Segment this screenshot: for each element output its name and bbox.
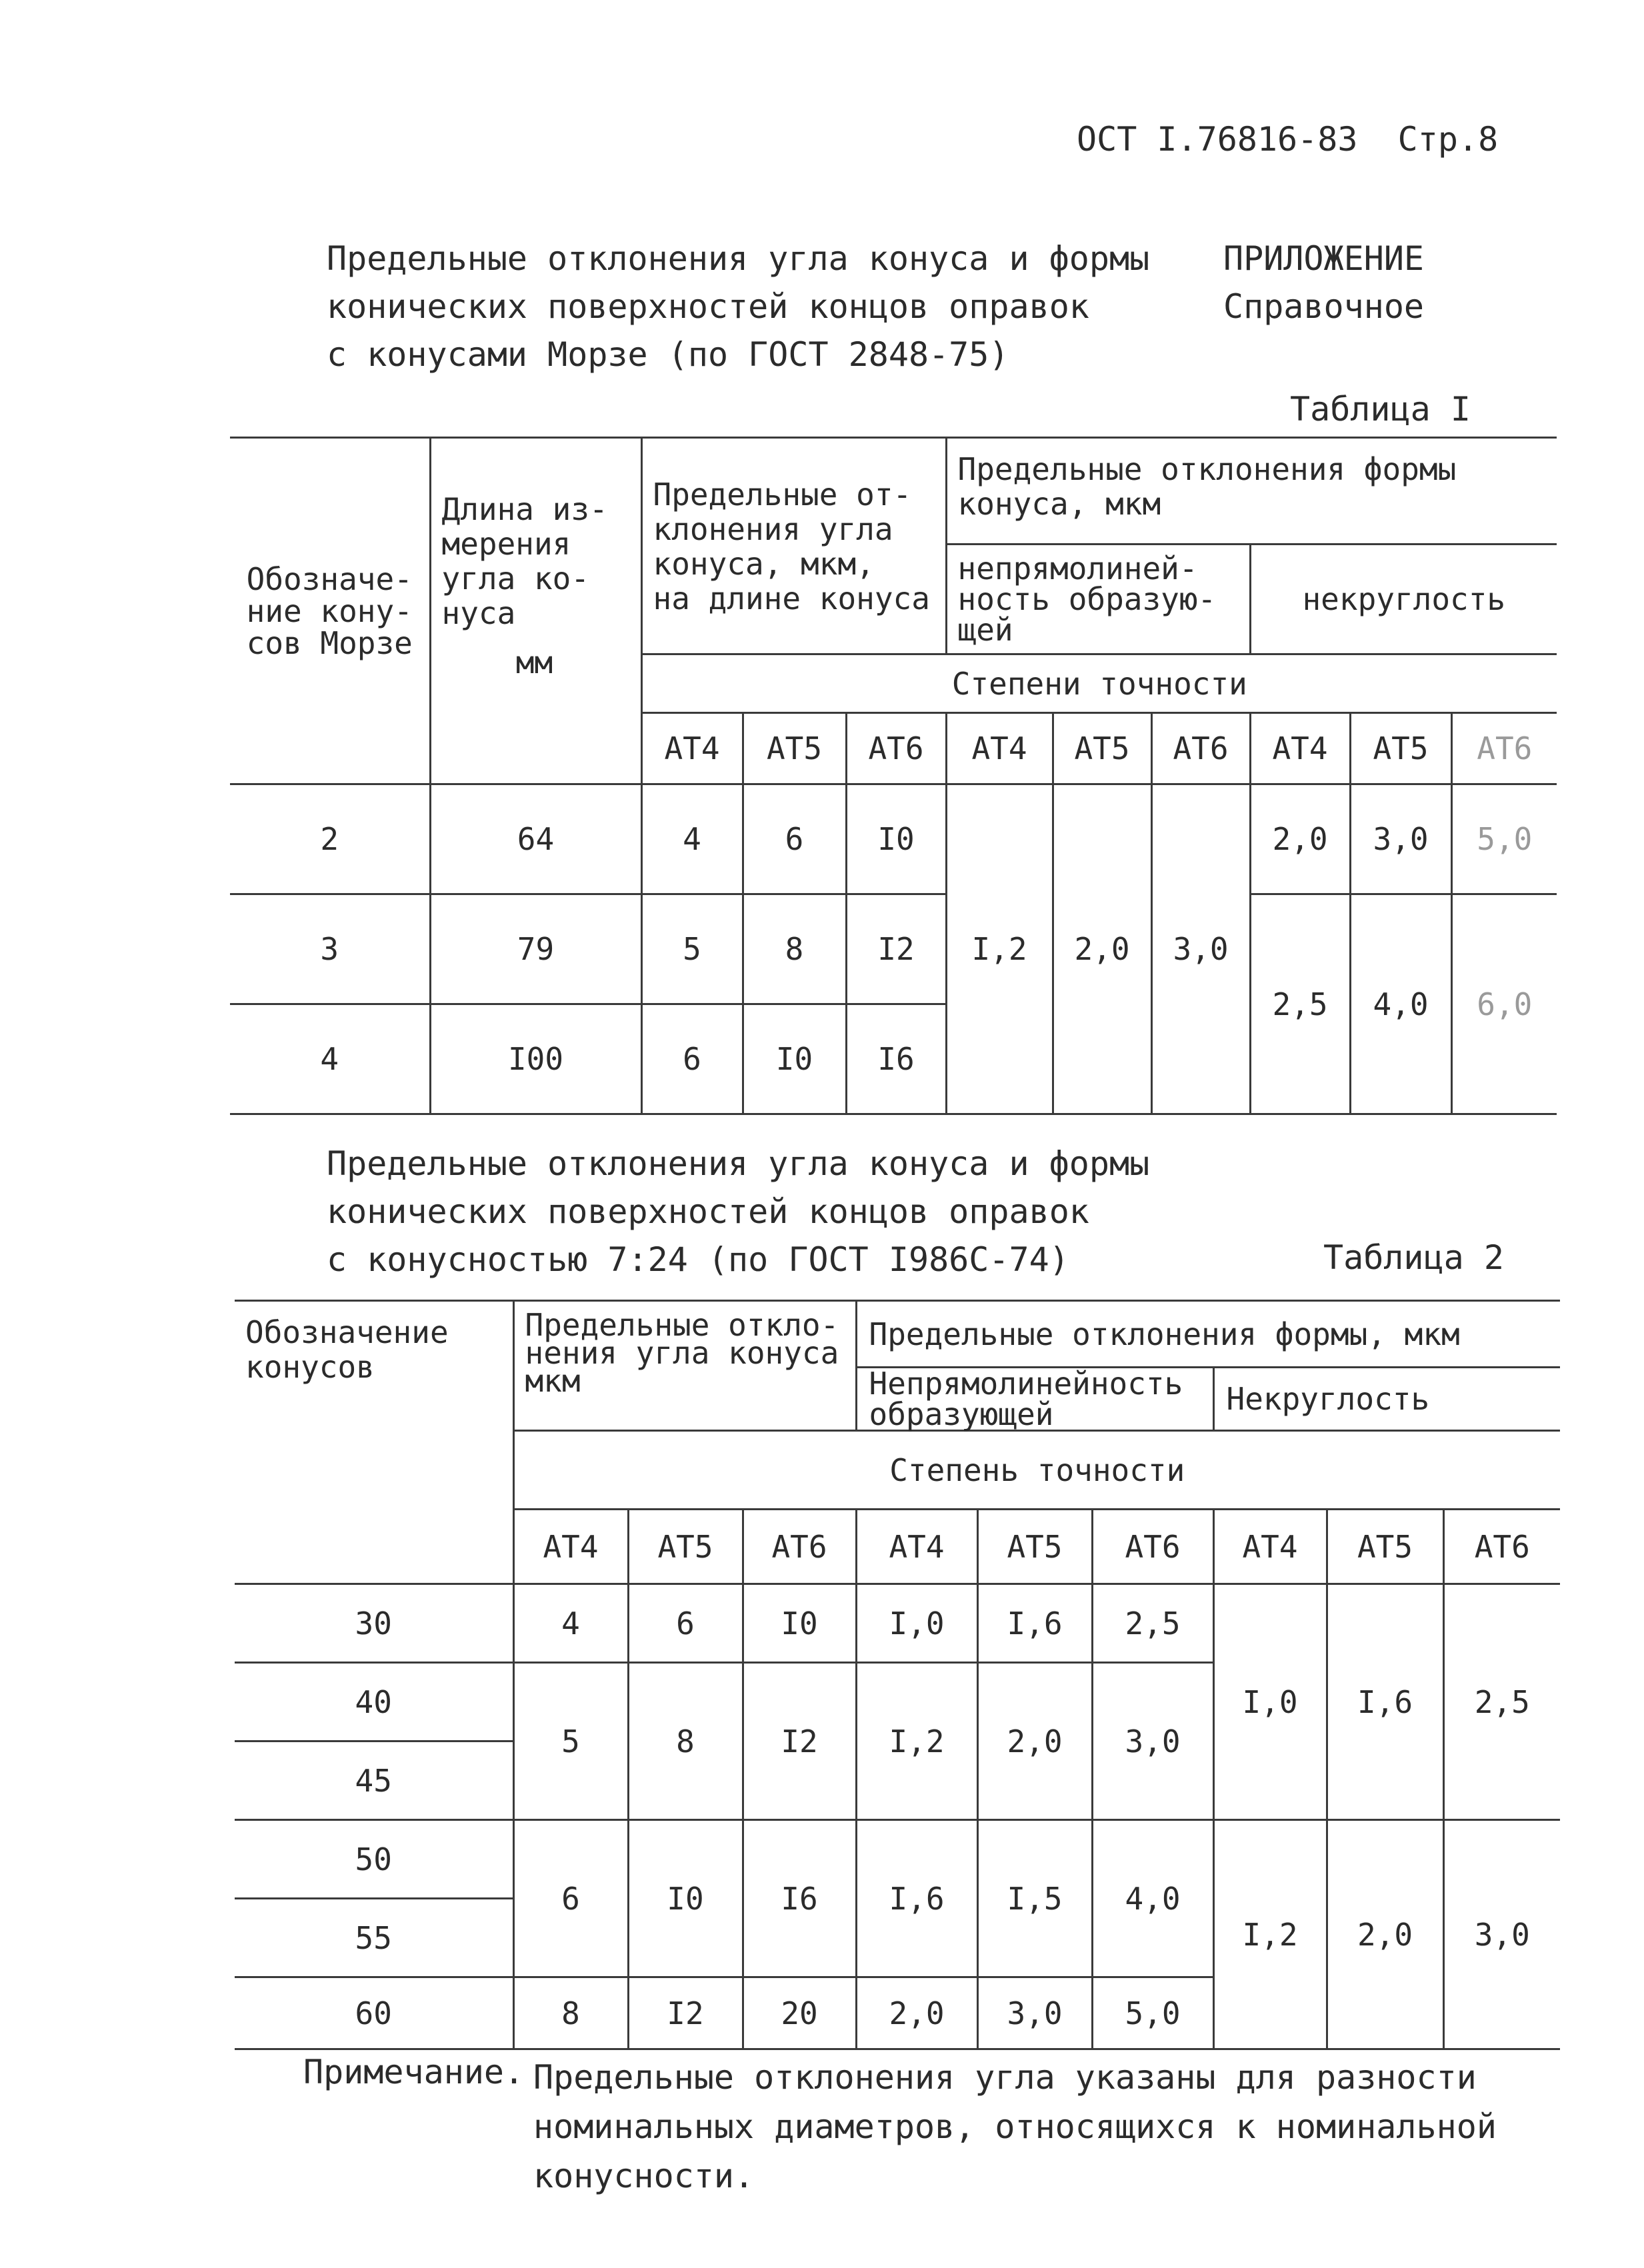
grade-header: АТ4 (946, 713, 1053, 784)
table-cell: 20 (743, 1977, 856, 2049)
table2-title-line: с конусностью 7:24 (по ГОСТ I986С-74) (327, 1240, 1069, 1279)
table1-title-line: Предельные отклонения угла конуса и формы (327, 239, 1150, 278)
grade-header: АТ5 (628, 1510, 743, 1584)
grade-header: АТ6 (1443, 1510, 1560, 1584)
table2-title-line: конических поверхностей концов оправок (327, 1192, 1089, 1231)
col-length-unit: мм (515, 644, 553, 680)
grade-header: АТ4 (1213, 1510, 1327, 1584)
table-cell: 60 (235, 1977, 513, 2049)
document-header (1077, 120, 1498, 159)
table-cell: 2,0 (1250, 784, 1350, 894)
table-cell: 64 (430, 784, 641, 894)
table1-label: Таблица I (1290, 390, 1471, 429)
grade-header: АТ4 (513, 1510, 628, 1584)
table-cell: I0 (628, 1820, 743, 1977)
table-cell: I,6 (1327, 1584, 1443, 1820)
table2 (235, 1300, 1560, 2050)
table-cell: 4 (230, 1004, 430, 1114)
table-cell: I0 (846, 784, 946, 894)
table-cell: I2 (846, 894, 946, 1004)
table-cell: 2 (230, 784, 430, 894)
table-cell: 40 (235, 1663, 513, 1741)
col-angle-header: Предельные откло- нения угла конуса мкм (513, 1301, 856, 1431)
note-heading: Примечание. (303, 2053, 525, 2091)
grade-header: АТ5 (977, 1510, 1092, 1584)
table-cell: 30 (235, 1584, 513, 1663)
grade-header: АТ5 (1053, 713, 1151, 784)
appendix-title: ПРИЛОЖЕНИЕ (1223, 239, 1425, 278)
table-cell: 2,0 (856, 1977, 977, 2049)
table-cell: 3,0 (1443, 1820, 1560, 2049)
table-cell: I,5 (977, 1820, 1092, 1977)
table-cell: I,6 (977, 1584, 1092, 1663)
table-cell: 5 (513, 1663, 628, 1820)
col-designation-header: Обозначение конусов (235, 1301, 513, 1584)
grade-header: АТ6 (743, 1510, 856, 1584)
col-designation-header: Обозначе- ние кону- сов Морзе (230, 438, 430, 784)
table-cell: I6 (846, 1004, 946, 1114)
grade-header: АТ6 (1151, 713, 1250, 784)
table1 (230, 437, 1557, 1115)
table1-title-line: конических поверхностей концов оправок (327, 287, 1089, 326)
appendix-label (1223, 235, 1424, 331)
grade-header: АТ5 (1327, 1510, 1443, 1584)
table-cell: 2,5 (1250, 894, 1350, 1114)
table-cell: 8 (743, 894, 846, 1004)
grade-header: АТ4 (641, 713, 743, 784)
table-cell: 2,5 (1092, 1584, 1213, 1663)
table-cell: 4,0 (1350, 894, 1451, 1114)
table-cell: 5,0 (1451, 784, 1557, 894)
table-cell: 45 (235, 1741, 513, 1820)
accuracy-header: Степени точности (641, 654, 1557, 713)
table1-title (327, 235, 1149, 379)
grade-header: АТ6 (1092, 1510, 1213, 1584)
table2-label: Таблица 2 (1323, 1238, 1504, 1277)
note-line: Предельные отклонения угла указаны для разности (533, 2058, 1477, 2097)
doc-code: ОСТ I.76816-83 (1077, 120, 1358, 159)
table-cell: 79 (430, 894, 641, 1004)
table-cell: I6 (743, 1820, 856, 1977)
table-cell: 6,0 (1451, 894, 1557, 1114)
table-cell: 4,0 (1092, 1820, 1213, 1977)
note-line: номинальных диаметров, относящихся к номинальной (533, 2107, 1497, 2146)
table-cell: 6 (641, 1004, 743, 1114)
table-cell: 5,0 (1092, 1977, 1213, 2049)
note-line: конусности. (533, 2157, 755, 2195)
table-cell: 4 (641, 784, 743, 894)
table-cell: I2 (743, 1663, 856, 1820)
grade-header: АТ6 (846, 713, 946, 784)
table-cell: I,2 (1213, 1820, 1327, 2049)
table-cell: I,2 (856, 1663, 977, 1820)
table2-title (327, 1140, 1149, 1284)
table-cell: 6 (628, 1584, 743, 1663)
grade-header: АТ4 (856, 1510, 977, 1584)
table-cell: 8 (513, 1977, 628, 2049)
table-cell: 6 (513, 1820, 628, 1977)
col-straightness-header: Непрямолинейность образующей (856, 1368, 1213, 1431)
table-cell: 3,0 (1350, 784, 1451, 894)
table-cell: I0 (743, 1584, 856, 1663)
table-cell: I,0 (1213, 1584, 1327, 1820)
note-body (533, 2053, 1497, 2201)
table-cell: I,6 (856, 1820, 977, 1977)
table-cell: I,0 (856, 1584, 977, 1663)
table-cell: 6 (743, 784, 846, 894)
appendix-subtitle: Справочное (1223, 287, 1425, 326)
table1-title-line: с конусами Морзе (по ГОСТ 2848-75) (327, 335, 1009, 374)
col-straightness-header: непрямолиней- ность образую- щей (946, 545, 1250, 654)
accuracy-header: Степень точности (513, 1431, 1560, 1510)
table-cell: 3,0 (977, 1977, 1092, 2049)
table-cell: I2 (628, 1977, 743, 2049)
table-cell: 4 (513, 1584, 628, 1663)
table-cell: I00 (430, 1004, 641, 1114)
table-cell: 2,0 (1327, 1820, 1443, 2049)
table-cell: 50 (235, 1820, 513, 1899)
grade-header: АТ5 (1350, 713, 1451, 784)
col-roundness-header: некруглость (1250, 545, 1557, 654)
table-cell: I,2 (946, 784, 1053, 1114)
table-cell: 2,0 (1053, 784, 1151, 1114)
table-cell: 8 (628, 1663, 743, 1820)
col-length-text: Длина из- мерения угла ко- нуса (441, 491, 608, 631)
col-angle-header: Предельные от- клонения угла конуса, мкм, на длине конуса (641, 438, 946, 654)
grade-header: АТ4 (1250, 713, 1350, 784)
col-form-header: Предельные отклонения формы конуса, мкм (946, 438, 1557, 545)
col-form-header: Предельные отклонения формы, мкм (856, 1301, 1560, 1368)
table-cell: 55 (235, 1899, 513, 1977)
table-cell: 5 (641, 894, 743, 1004)
table-cell: 3,0 (1092, 1663, 1213, 1820)
table-cell: 2,0 (977, 1663, 1092, 1820)
grade-header: АТ5 (743, 713, 846, 784)
grade-header: АТ6 (1451, 713, 1557, 784)
table2-title-line: Предельные отклонения угла конуса и формы (327, 1144, 1150, 1183)
table-cell: 3 (230, 894, 430, 1004)
table-cell: 3,0 (1151, 784, 1250, 1114)
page-number: Стр.8 (1397, 120, 1499, 159)
col-length-header (430, 438, 641, 784)
table-cell: 2,5 (1443, 1584, 1560, 1820)
table-cell: I0 (743, 1004, 846, 1114)
col-roundness-header: Некруглость (1213, 1368, 1560, 1431)
